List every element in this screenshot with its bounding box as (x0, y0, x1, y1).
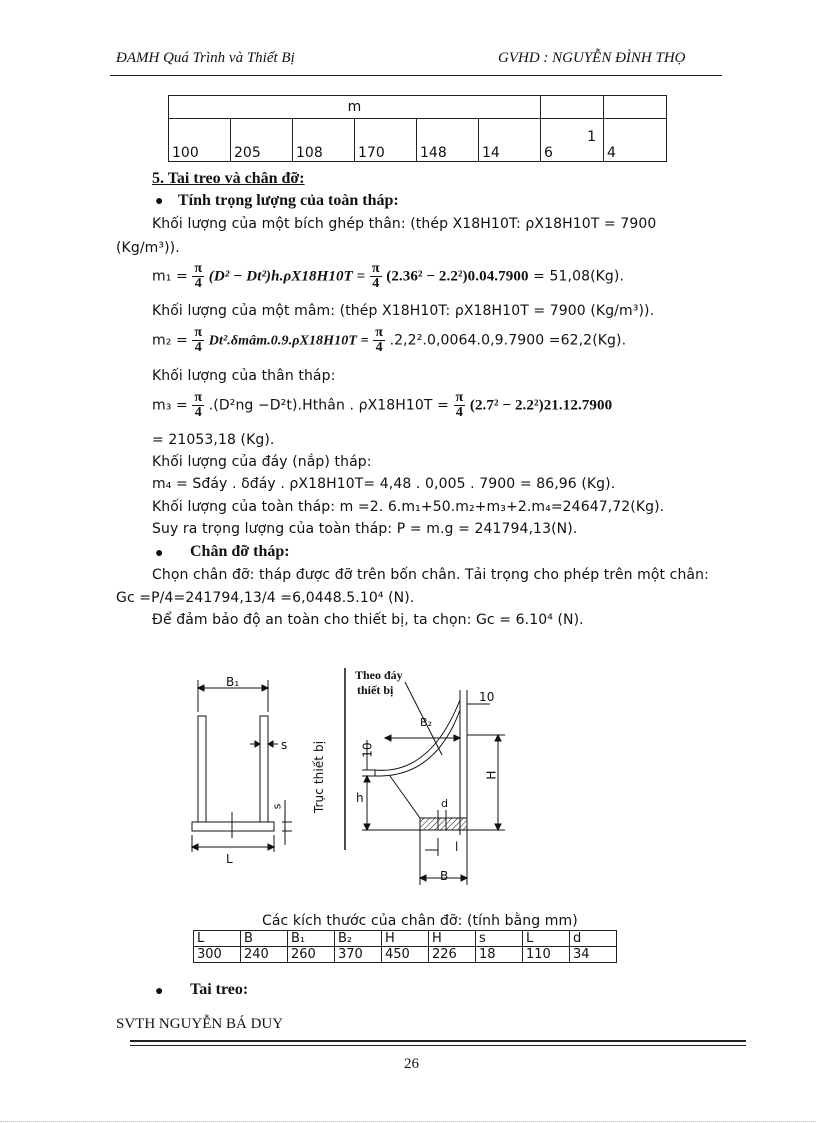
pi-over-4: $\frac{\pi}{4}$ (375, 325, 384, 355)
top-table-cell (541, 119, 604, 162)
hatched-base (420, 818, 467, 830)
para-total-weight: Suy ra trọng lượng của toàn tháp: P = m.g = 241794,13(N). (152, 521, 578, 537)
top-table-cell: 205 (231, 119, 293, 162)
dim-value-cell: 34 (570, 947, 617, 963)
bullet-icon: ● (155, 984, 164, 999)
m3-result: = 21053,18 (Kg). (152, 432, 275, 448)
para-shell-mass: Khối lượng của thân tháp: (152, 368, 336, 384)
footer-rule (130, 1045, 746, 1046)
label-theo-day: Theo đáy (355, 668, 403, 682)
top-table-cell: 4 (604, 119, 667, 162)
dim-table-header-row (194, 931, 617, 947)
page-bottom-dotted (0, 1121, 816, 1122)
dim-table-value-row (194, 947, 617, 963)
dim-value-cell: 450 (382, 947, 429, 963)
m2-result: .2,2².0,0064.0,9.7900 =62,2(Kg). (389, 332, 627, 349)
dim-header-cell: B₂ (335, 931, 382, 947)
dim-header-cell: d (570, 931, 617, 947)
dim-value-cell: 226 (429, 947, 476, 963)
formula-m2 (152, 326, 626, 355)
para-flange-mass: Khối lượng của một bích ghép thân: (thép X18H10T: ρX18H10T = 7900 (152, 216, 657, 232)
dim-header-cell: H (382, 931, 429, 947)
pi-over-4: $\frac{\pi}{4}$ (194, 261, 203, 291)
label-ten-left: 10 (360, 742, 375, 758)
subheading-tai-treo: Tai treo: (190, 981, 249, 998)
section-title: 5. Tai treo và chân đỡ: (152, 170, 305, 187)
para-support-choice: Chọn chân đỡ: tháp được đỡ trên bốn chân. Tải trọng cho phép trên một chân: (152, 567, 709, 583)
para-support-safety: Để đảm bảo độ an toàn cho thiết bị, ta chọn: Gc = 6.10⁴ (N). (152, 612, 584, 628)
subheading-support: Chân đỡ tháp: (190, 543, 290, 560)
label-thiet-bi: thiết bị (357, 683, 394, 697)
label-h: h (356, 791, 364, 805)
dim-value-cell: 300 (194, 947, 241, 963)
header-right: GVHD : NGUYỄN ĐÌNH THỌ (498, 50, 686, 66)
header-rule (110, 75, 722, 76)
bullet-icon: ● (155, 546, 164, 561)
dim-header-cell: B₁ (288, 931, 335, 947)
dim-table (193, 930, 617, 963)
dim-header-cell: H (429, 931, 476, 947)
dim-header-cell: L (194, 931, 241, 947)
dim-header-cell: s (476, 931, 523, 947)
top-table-cell: 148 (417, 119, 479, 162)
m2-expr: Dt².δmâm.0.9.ρX18H10T = (208, 333, 369, 349)
base-plate (192, 822, 274, 831)
para-support-load: Gc =P/4=241794,13/4 =6,0448.5.10⁴ (N). (116, 590, 415, 606)
page-number: 26 (404, 1056, 419, 1072)
top-table-cell-bottom: 6 (544, 145, 553, 161)
dim-table-caption: Các kích thước của chân đỡ: (tính bằng mm) (262, 913, 578, 929)
formula-m4: m₄ = Sđáy . δđáy . ρX18H10T= 4,48 . 0,005 . 7900 = 86,96 (Kg). (152, 476, 616, 492)
para-tray-mass: Khối lượng của một mâm: (thép X18H10T: ρX18H10T = 7900 (Kg/m³)). (152, 303, 655, 319)
vessel-bottom-curve (375, 700, 460, 770)
dim-value-cell: 110 (523, 947, 570, 963)
m3-expr: .(D²ng −D²t).Hthân . ρX18H10T = (208, 397, 449, 414)
top-table-cell: 170 (355, 119, 417, 162)
label-axis: Trục thiết bị (312, 740, 327, 814)
left-leg-plate (198, 716, 206, 822)
pi-over-4: $\frac{\pi}{4}$ (371, 261, 380, 291)
dim-value-cell: 240 (241, 947, 288, 963)
top-table-cell: 108 (293, 119, 355, 162)
m3-val: (2.7² − 2.2²)21.12.7900 (469, 397, 613, 414)
footer-rule (130, 1040, 746, 1042)
right-leg-plate (260, 716, 268, 822)
dim-value-cell: 260 (288, 947, 335, 963)
para-total-mass: Khối lượng của toàn tháp: m =2. 6.m₁+50.m₂+m₃+2.m₄=24647,72(Kg). (152, 499, 665, 515)
label-l: l (455, 840, 459, 854)
m1-result: = 51,08(Kg). (533, 268, 625, 285)
formula-m1 (152, 262, 624, 291)
formula-m3 (152, 391, 612, 420)
label-d: d (441, 797, 449, 810)
m1-val: (2.36² − 2.2²)0.04.7900 (386, 268, 529, 285)
m1-lhs: m₁ = (152, 268, 188, 285)
label-B: B (440, 869, 449, 883)
pi-over-4: $\frac{\pi}{4}$ (455, 390, 464, 420)
bullet-icon: ● (155, 194, 164, 209)
label-L: L (226, 852, 233, 866)
label-B1: B₁ (226, 675, 240, 689)
dim-header-cell: B (241, 931, 288, 947)
top-table-cell: 14 (479, 119, 541, 162)
label-B2: B₂ (420, 716, 433, 729)
footer-author: SVTH NGUYỄN BÁ DUY (116, 1016, 284, 1032)
label-s: s (281, 738, 288, 752)
label-ten-top: 10 (479, 690, 495, 704)
dim-value-cell: 370 (335, 947, 382, 963)
top-table-m-cell: m (169, 96, 541, 119)
top-table (168, 95, 667, 162)
subheading-weight: Tính trọng lượng của toàn tháp: (178, 192, 399, 209)
m2-lhs: m₂ = (152, 332, 188, 349)
top-table-cell-top: 1 (587, 129, 596, 145)
pi-over-4: $\frac{\pi}{4}$ (194, 325, 203, 355)
para-bottom-mass: Khối lượng của đáy (nắp) tháp: (152, 454, 372, 470)
m3-lhs: m₃ = (152, 397, 188, 414)
para-flange-unit: (Kg/m³)). (116, 240, 180, 256)
label-s-vertical: s (270, 803, 284, 810)
dim-value-cell: 18 (476, 947, 523, 963)
pi-over-4: $\frac{\pi}{4}$ (194, 390, 203, 420)
dim-header-cell: L (523, 931, 570, 947)
header-left: ĐAMH Quá Trình và Thiết Bị (116, 50, 295, 66)
m1-expr: (D² − Dt²)h.ρX18H10T = (208, 268, 366, 285)
top-table-cell: 100 (169, 119, 231, 162)
label-H: H (484, 770, 499, 780)
